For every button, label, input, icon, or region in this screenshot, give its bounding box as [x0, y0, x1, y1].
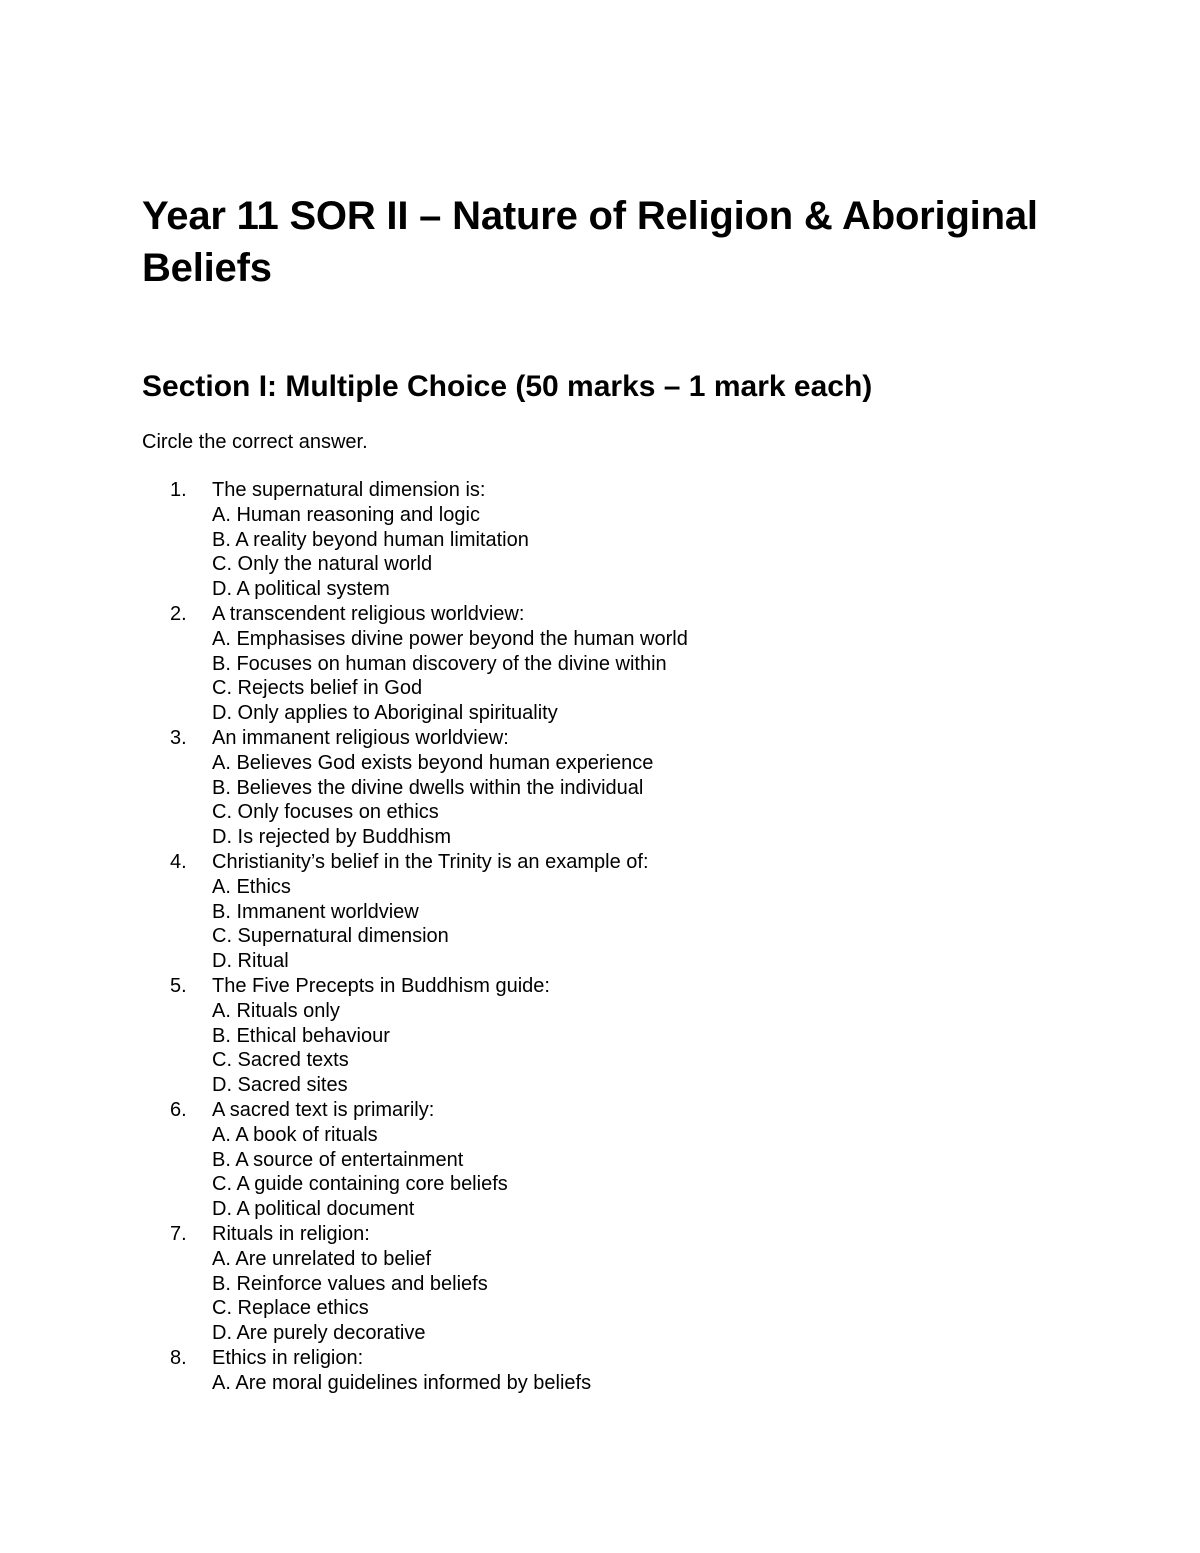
question-item [0, 1346, 1200, 1396]
question-number: 5. [170, 974, 187, 997]
answer-option[interactable]: A. Human reasoning and logic [212, 503, 480, 526]
question-text: The supernatural dimension is: [212, 479, 486, 501]
answer-option[interactable]: B. Focuses on human discovery of the divine within [212, 652, 667, 675]
answer-option[interactable]: A. Ethics [212, 875, 291, 898]
question-stem [0, 1098, 1200, 1123]
question-text: The Five Precepts in Buddhism guide: [212, 974, 550, 997]
answer-option[interactable]: C. Only focuses on ethics [212, 801, 439, 824]
question-text: Rituals in religion: [212, 1222, 370, 1245]
question-stem [0, 1346, 1200, 1371]
answer-option[interactable]: A. Are moral guidelines informed by beliefs [212, 1371, 592, 1394]
question-item [0, 974, 1200, 1098]
answer-option[interactable]: A. Are unrelated to belief [212, 1247, 432, 1270]
answer-option[interactable]: C. Rejects belief in God [212, 677, 423, 700]
answer-option[interactable]: B. A reality beyond human limitation [212, 528, 529, 551]
answer-option[interactable]: D. Sacred sites [212, 1074, 348, 1097]
answer-option[interactable]: B. Reinforce values and beliefs [212, 1272, 488, 1295]
answer-option[interactable]: B. Believes the divine dwells within the individual [212, 776, 644, 799]
question-item [0, 478, 1200, 602]
question-number: 3. [170, 726, 187, 749]
question-stem [0, 1222, 1200, 1247]
question-text: Christianity’s belief in the Trinity is an example of: [212, 850, 649, 873]
question-item [0, 850, 1200, 974]
question-stem [0, 726, 1200, 751]
answer-option[interactable]: A. A book of rituals [212, 1123, 378, 1146]
answer-option[interactable]: B. Ethical behaviour [212, 1024, 390, 1047]
section-heading: Section I: Multiple Choice (50 marks – 1 mark each) [142, 370, 873, 403]
question-list [0, 478, 1200, 1395]
question-number: 6. [170, 1098, 187, 1121]
question-text: Ethics in religion: [212, 1346, 364, 1369]
question-item [0, 1222, 1200, 1346]
answer-option[interactable]: D. Only applies to Aboriginal spirituality [212, 702, 558, 725]
answer-option[interactable]: A. Emphasises divine power beyond the human world [212, 627, 688, 650]
question-number: 8. [170, 1346, 187, 1369]
question-item [0, 1098, 1200, 1222]
answer-option[interactable]: C. A guide containing core beliefs [212, 1173, 508, 1196]
answer-option[interactable]: C. Replace ethics [212, 1297, 369, 1320]
question-number: 4. [170, 850, 187, 873]
question-text: A sacred text is primarily: [212, 1098, 435, 1121]
answer-option[interactable]: A. Rituals only [212, 999, 340, 1022]
question-number: 2. [170, 602, 187, 625]
question-stem [0, 478, 1200, 503]
question-text: An immanent religious worldview: [212, 726, 509, 749]
answer-option[interactable]: D. Are purely decorative [212, 1322, 426, 1345]
answer-option[interactable]: C. Supernatural dimension [212, 925, 449, 948]
answer-option[interactable]: C. Only the natural world [212, 553, 433, 576]
instruction-text: Circle the correct answer. [142, 431, 368, 453]
question-text: A transcendent religious worldview: [212, 602, 525, 625]
answer-option[interactable]: D. Ritual [212, 950, 289, 973]
answer-option[interactable]: D. A political document [212, 1198, 415, 1221]
document-title: Year 11 SOR II – Nature of Religion & Aboriginal Beliefs [142, 194, 1038, 290]
question-stem [0, 850, 1200, 875]
answer-option[interactable]: B. Immanent worldview [212, 900, 419, 923]
answer-option[interactable]: D. Is rejected by Buddhism [212, 826, 451, 849]
answer-option[interactable]: A. Believes God exists beyond human experience [212, 751, 654, 774]
question-stem [0, 974, 1200, 999]
answer-option[interactable]: D. A political system [212, 578, 390, 601]
question-number: 7. [170, 1222, 187, 1245]
question-number: 1. [170, 479, 187, 501]
question-item [0, 726, 1200, 850]
question-stem [0, 602, 1200, 627]
answer-option[interactable]: C. Sacred texts [212, 1049, 349, 1072]
answer-option[interactable]: B. A source of entertainment [212, 1148, 464, 1171]
question-item [0, 602, 1200, 726]
